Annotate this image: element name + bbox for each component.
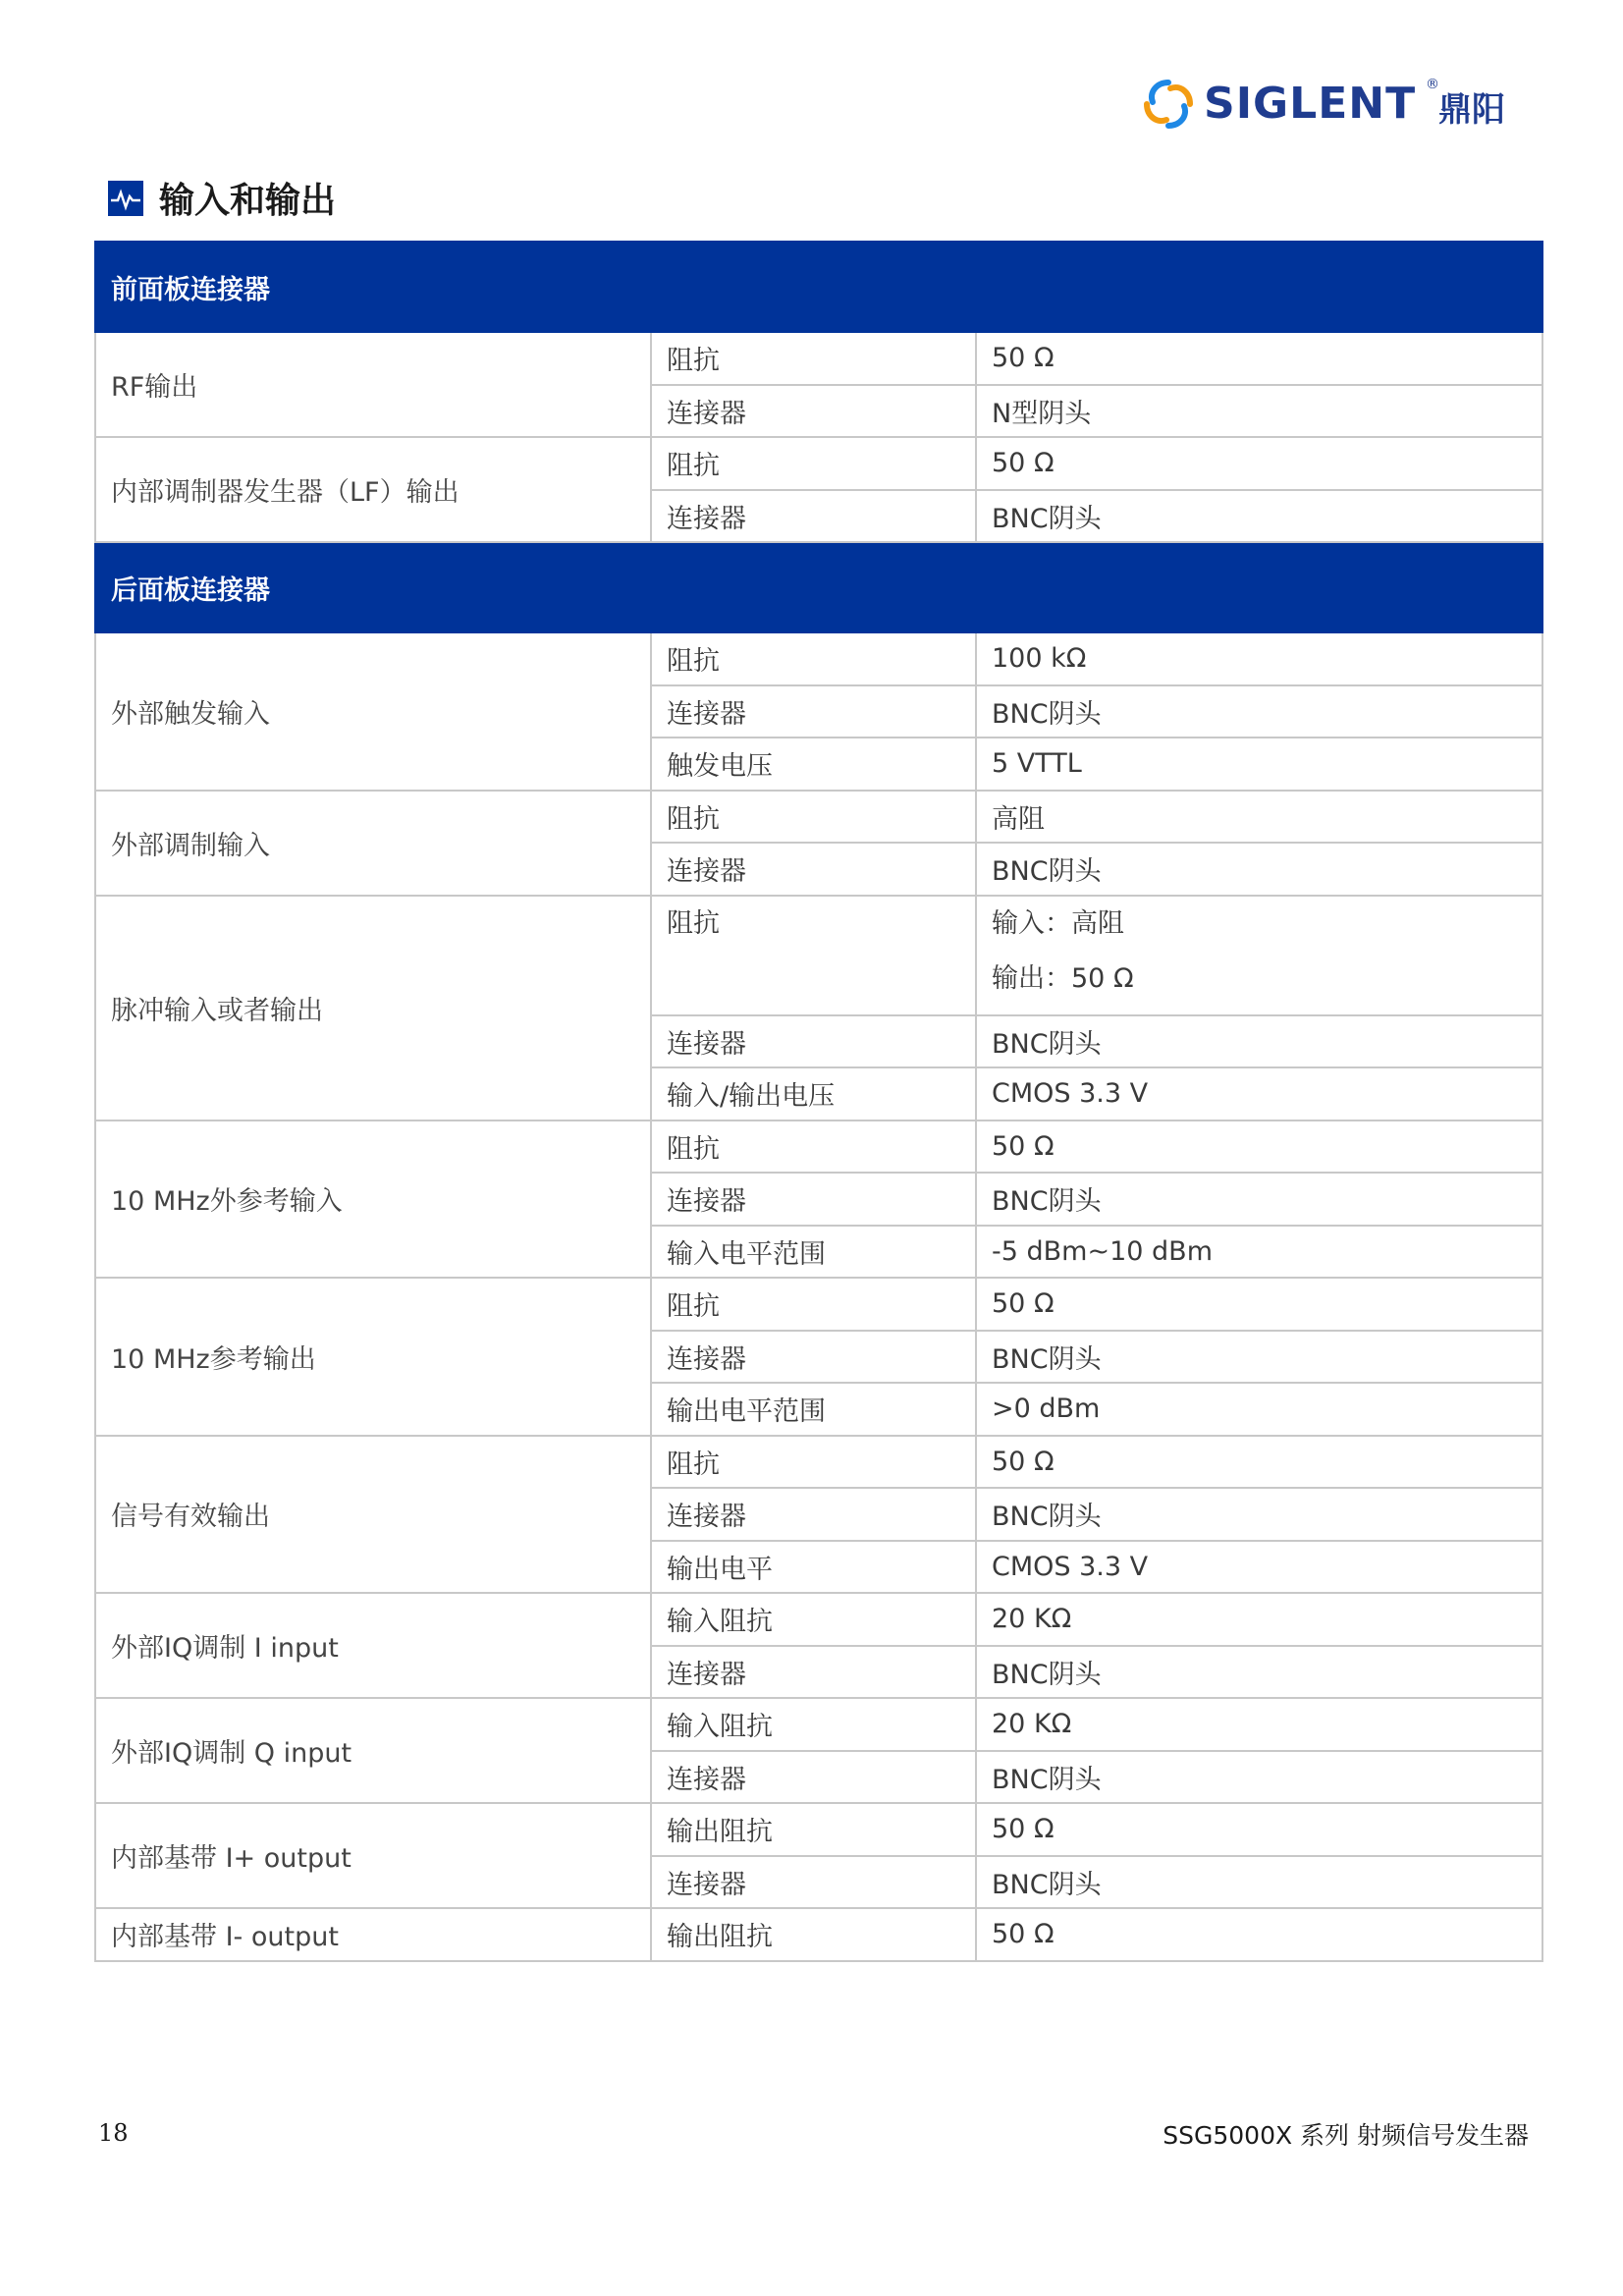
- param-name: 连接器: [651, 1488, 976, 1541]
- table-row: [95, 791, 1542, 844]
- param-value: CMOS 3.3 V: [976, 1541, 1542, 1594]
- param-value: 20 KΩ: [976, 1698, 1542, 1751]
- connector-label: 外部IQ调制 I input: [95, 1593, 651, 1698]
- param-value: 50 Ω: [976, 437, 1542, 490]
- param-value: 50 Ω: [976, 1278, 1542, 1331]
- param-name: 阻抗: [651, 1436, 976, 1489]
- logo-chinese-text: 鼎阳: [1438, 90, 1505, 130]
- table-row: [95, 896, 1542, 1015]
- param-value: BNC阴头: [976, 843, 1542, 896]
- param-value: CMOS 3.3 V: [976, 1067, 1542, 1121]
- param-name: 输出电平: [651, 1541, 976, 1594]
- rear-panel-header-row: [95, 542, 1542, 632]
- param-name: 连接器: [651, 1751, 976, 1804]
- param-name: 阻抗: [651, 1121, 976, 1174]
- connector-label: 脉冲输入或者输出: [95, 896, 651, 1121]
- param-name: 输出阻抗: [651, 1803, 976, 1856]
- table-row: [95, 1436, 1542, 1489]
- front-panel-header: 前面板连接器: [95, 242, 1542, 332]
- param-name: 阻抗: [651, 632, 976, 685]
- connector-label: 外部IQ调制 Q input: [95, 1698, 651, 1803]
- param-name-text: 阻抗: [667, 907, 720, 939]
- param-value: BNC阴头: [976, 1015, 1542, 1068]
- param-value: BNC阴头: [976, 685, 1542, 738]
- io-spec-table: [94, 241, 1543, 1962]
- param-name: 输入/输出电压: [651, 1067, 976, 1121]
- param-value: -5 dBm~10 dBm: [976, 1226, 1542, 1279]
- param-value: 5 VTTL: [976, 738, 1542, 791]
- table-row: [95, 1121, 1542, 1174]
- param-name: 连接器: [651, 1015, 976, 1068]
- param-value: N型阴头: [976, 385, 1542, 438]
- logo-text: SIGLENT: [1204, 79, 1417, 129]
- connector-label: 10 MHz外参考输入: [95, 1121, 651, 1279]
- siglent-logo: [1139, 71, 1512, 139]
- param-value: 50 Ω: [976, 1908, 1542, 1961]
- param-name: 阻抗: [651, 332, 976, 385]
- param-value: 高阻: [976, 791, 1542, 844]
- param-value: [976, 896, 1542, 1015]
- connector-label: 内部调制器发生器（LF）输出: [95, 437, 651, 542]
- param-value: 50 Ω: [976, 332, 1542, 385]
- param-value: 50 Ω: [976, 1803, 1542, 1856]
- param-value: BNC阴头: [976, 1488, 1542, 1541]
- connector-label: RF输出: [95, 332, 651, 437]
- table-row: [95, 1698, 1542, 1751]
- front-panel-header-row: [95, 242, 1542, 332]
- param-name: 输入阻抗: [651, 1698, 976, 1751]
- param-name: 输出阻抗: [651, 1908, 976, 1961]
- param-name: [651, 896, 976, 1015]
- param-value: 100 kΩ: [976, 632, 1542, 685]
- param-value: BNC阴头: [976, 1646, 1542, 1699]
- table-row: [95, 332, 1542, 385]
- connector-label: 内部基带 I+ output: [95, 1803, 651, 1908]
- param-name: 连接器: [651, 685, 976, 738]
- param-name: 连接器: [651, 490, 976, 543]
- param-value-input: 输入：高阻: [992, 907, 1124, 939]
- footer-product-name: SSG5000X 系列 射频信号发生器: [1163, 2121, 1529, 2150]
- connector-label: 信号有效输出: [95, 1436, 651, 1594]
- table-row: [95, 437, 1542, 490]
- param-name: 阻抗: [651, 791, 976, 844]
- table-row: [95, 1908, 1542, 1961]
- connector-label: 10 MHz参考输出: [95, 1278, 651, 1436]
- param-value: BNC阴头: [976, 490, 1542, 543]
- param-name: 输入阻抗: [651, 1593, 976, 1646]
- param-value: BNC阴头: [976, 1856, 1542, 1909]
- waveform-icon: [108, 181, 143, 216]
- param-name: 连接器: [651, 843, 976, 896]
- param-value: >0 dBm: [976, 1383, 1542, 1436]
- rear-panel-header: 后面板连接器: [95, 542, 1542, 632]
- table-row: [95, 1593, 1542, 1646]
- param-value: 50 Ω: [976, 1436, 1542, 1489]
- param-value: 50 Ω: [976, 1121, 1542, 1174]
- connector-label: 外部调制输入: [95, 791, 651, 896]
- page-number: 18: [98, 2119, 129, 2147]
- page-title: 输入和输出: [159, 181, 337, 221]
- param-name: 连接器: [651, 1856, 976, 1909]
- table-row: [95, 1803, 1542, 1856]
- param-name: 输出电平范围: [651, 1383, 976, 1436]
- param-name: 连接器: [651, 1646, 976, 1699]
- table-row: [95, 632, 1542, 685]
- param-name: 触发电压: [651, 738, 976, 791]
- table-row: [95, 1278, 1542, 1331]
- param-name: 连接器: [651, 385, 976, 438]
- param-name: 连接器: [651, 1331, 976, 1384]
- param-value-output: 输出：50 Ω: [992, 962, 1134, 994]
- param-value: BNC阴头: [976, 1173, 1542, 1226]
- param-value: BNC阴头: [976, 1331, 1542, 1384]
- connector-label: 内部基带 I- output: [95, 1908, 651, 1961]
- param-name: 阻抗: [651, 437, 976, 490]
- param-name: 输入电平范围: [651, 1226, 976, 1279]
- logo-registered-mark: ®: [1426, 77, 1439, 92]
- param-value: BNC阴头: [976, 1751, 1542, 1804]
- connector-label: 外部触发输入: [95, 632, 651, 791]
- param-name: 连接器: [651, 1173, 976, 1226]
- param-value: 20 KΩ: [976, 1593, 1542, 1646]
- param-name: 阻抗: [651, 1278, 976, 1331]
- siglent-swirl-icon: [1139, 75, 1198, 134]
